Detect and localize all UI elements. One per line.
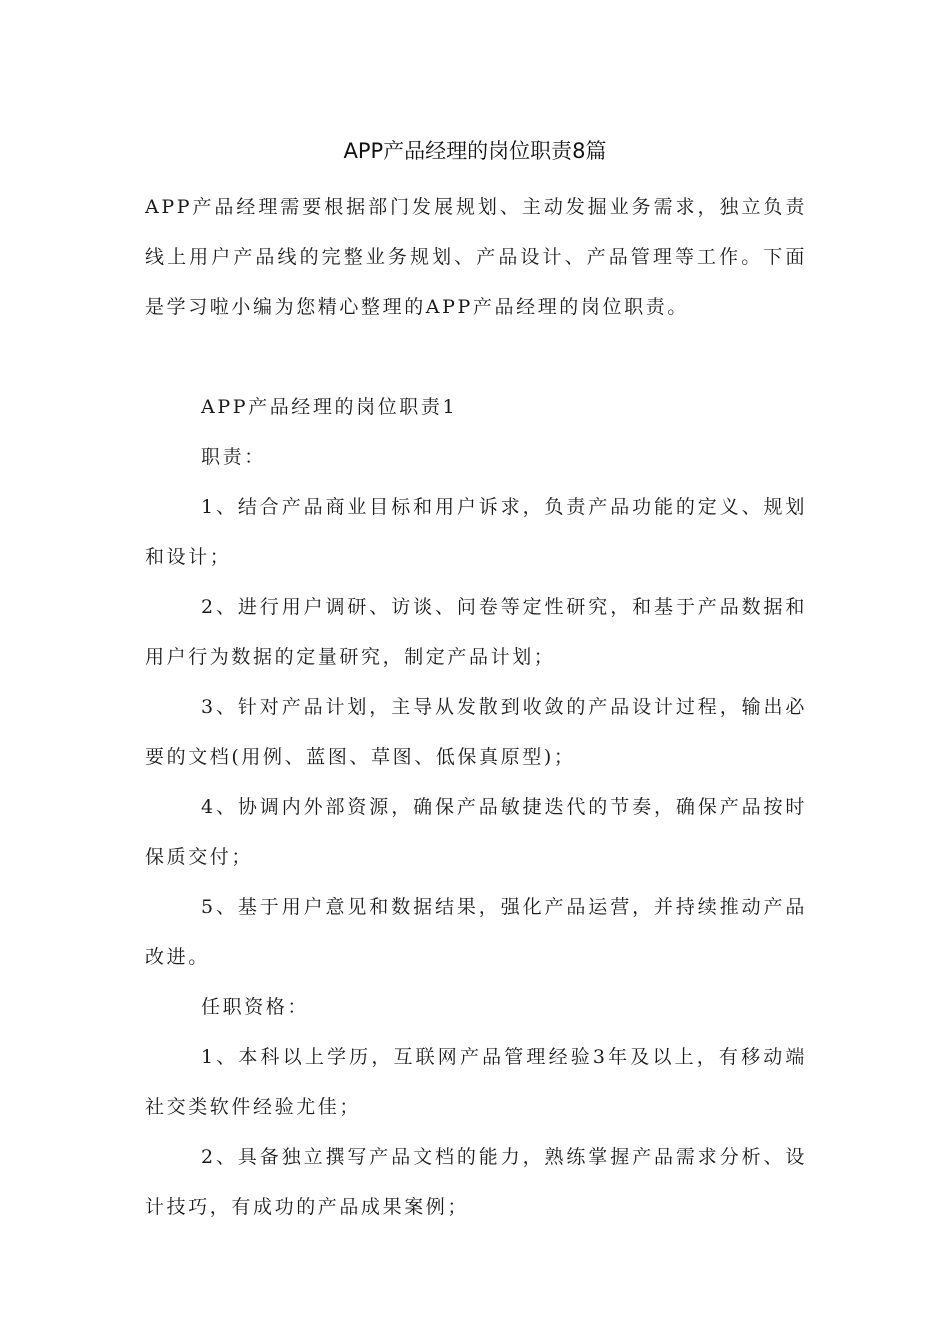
duty-item: 3、针对产品计划，主导从发散到收敛的产品设计过程，输出必要的文档(用例、蓝图、草图、低保真原型)； <box>145 696 807 768</box>
qualification-item: 1、本科以上学历，互联网产品管理经验3年及以上，有移动端社交类软件经验尤佳； <box>145 1046 807 1118</box>
intro-paragraph: APP产品经理需要根据部门发展规划、主动发掘业务需求，独立负责线上用户产品线的完整业务规划、产品设计、产品管理等工作。下面是学习啦小编为您精心整理的APP产品经理的岗位职责。 <box>145 196 807 318</box>
duties-label: 职责： <box>201 446 266 468</box>
duty-item: 1、结合产品商业目标和用户诉求，负责产品功能的定义、规划和设计； <box>145 496 807 568</box>
duty-item: 2、进行用户调研、访谈、问卷等定性研究，和基于产品数据和用户行为数据的定量研究，制定产品计划； <box>145 596 807 668</box>
qualification-item: 2、具备独立撰写产品文档的能力，熟练掌握产品需求分析、设计技巧，有成功的产品成果案例； <box>145 1146 807 1218</box>
document-title: APP产品经理的岗位职责8篇 <box>343 139 607 163</box>
document-body <box>145 182 807 1232</box>
duty-item: 4、协调内外部资源，确保产品敏捷迭代的节奏，确保产品按时保质交付； <box>145 796 807 868</box>
duty-item: 5、基于用户意见和数据结果，强化产品运营，并持续推动产品改进。 <box>145 896 807 968</box>
paragraph-spacer <box>145 332 807 382</box>
qualifications-label: 任职资格： <box>201 996 310 1018</box>
section-heading: APP产品经理的岗位职责1 <box>201 396 458 418</box>
